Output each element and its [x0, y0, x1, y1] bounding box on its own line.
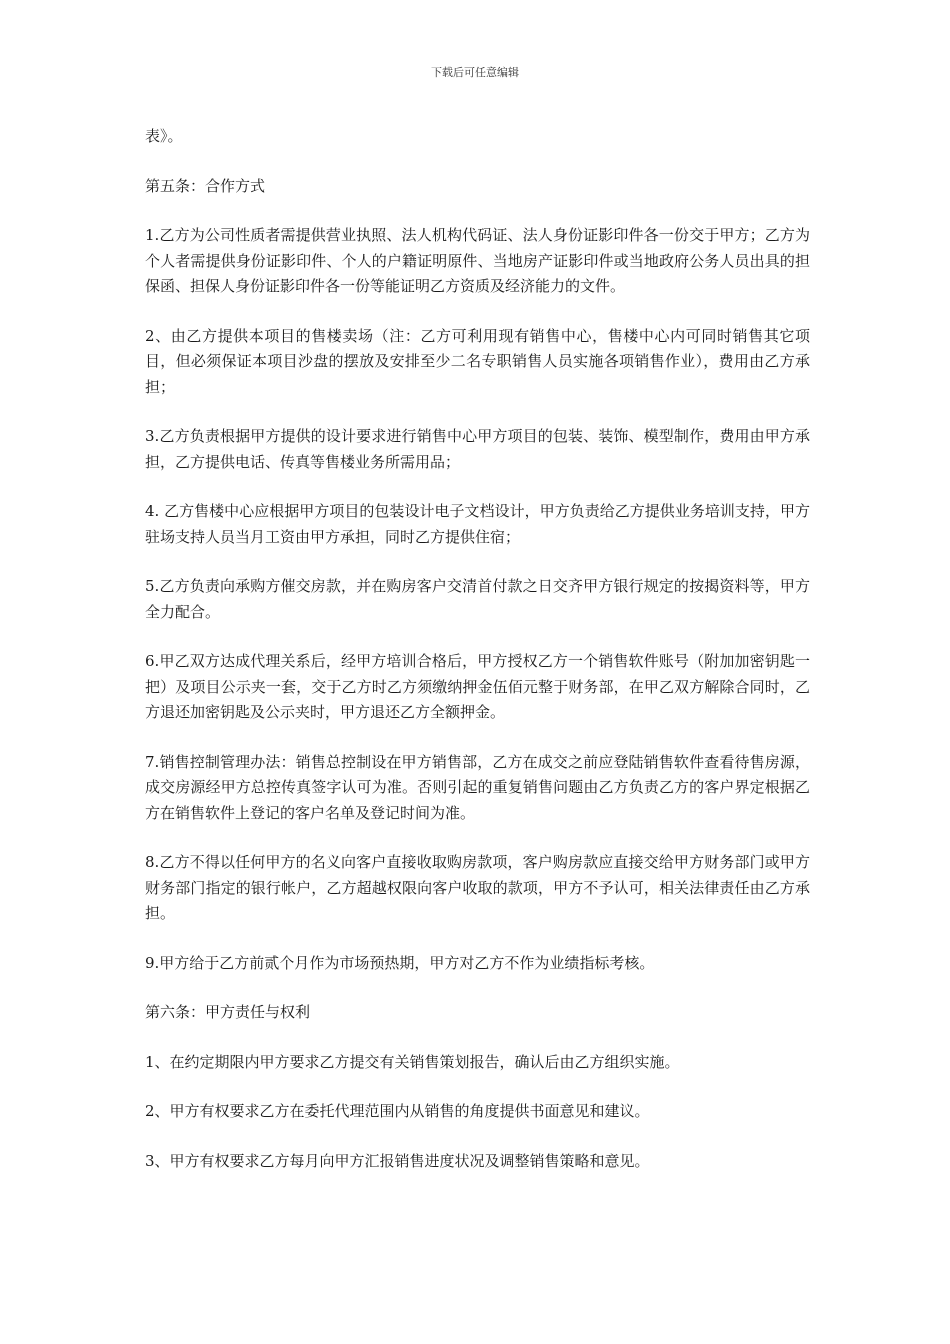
- article-5-clause-4: 4. 乙方售楼中心应根据甲方项目的包装设计电子文档设计，甲方负责给乙方提供业务培训支持，甲方驻场支持人员当月工资由甲方承担，同时乙方提供住宿；: [145, 502, 810, 546]
- page-header: 下载后可任意编辑: [431, 66, 519, 79]
- article-5-clause-6: 6.甲乙双方达成代理关系后，经甲方培训合格后，甲方授权乙方一个销售软件账号（附加加密钥匙一把）及项目公示夹一套，交于乙方时乙方须缴纳押金伍佰元整于财务部，在甲乙双方解除合同时，乙方退还加密钥匙及公示夹时，甲方退还乙方全额押金。: [145, 652, 810, 721]
- article-5-clause-2: 2、由乙方提供本项目的售楼卖场（注：乙方可利用现有销售中心，售楼中心内可同时销售其它项目，但必须保证本项目沙盘的摆放及安排至少二名专职销售人员实施各项销售作业），费用由乙方承担；: [145, 326, 810, 396]
- article-6-clause-3: 3、甲方有权要求乙方每月向甲方汇报销售进度状况及调整销售策略和意见。: [145, 1151, 650, 1170]
- article-6-clause-2: 2、甲方有权要求乙方在委托代理范围内从销售的角度提供书面意见和建议。: [145, 1102, 650, 1120]
- article-5-clause-9: 9.甲方给于乙方前贰个月作为市场预热期，甲方对乙方不作为业绩指标考核。: [145, 953, 655, 972]
- article-5-clause-1: 1.乙方为公司性质者需提供营业执照、法人机构代码证、法人身份证影印件各一份交于甲方；乙方为个人者需提供身份证影印件、个人的户籍证明原件、当地房产证影印件或当地政府公务人员出具的担保函、担保人身份证影印件各一份等能证明乙方资质及经济能力的文件。: [145, 226, 810, 295]
- article-6-heading: 第六条：甲方责任与权利: [145, 1003, 311, 1021]
- article-5-clause-5: 5.乙方负责向承购方催交房款，并在购房客户交清首付款之日交齐甲方银行规定的按揭资料等，甲方全力配合。: [145, 577, 810, 621]
- document-body: [145, 124, 810, 1198]
- article-5-heading: 第五条：合作方式: [145, 176, 266, 195]
- article-5-clause-3: 3.乙方负责根据甲方提供的设计要求进行销售中心甲方项目的包装、装饰、模型制作，费用由甲方承担，乙方提供电话、传真等售楼业务所需用品；: [145, 427, 810, 471]
- article-5-clause-8: 8.乙方不得以任何甲方的名义向客户直接收取购房款项，客户购房款应直接交给甲方财务部门或甲方财务部门指定的银行帐户，乙方超越权限向客户收取的款项，甲方不予认可，相关法律责任由乙方承担。: [145, 853, 810, 922]
- article-5-clause-7: 7.销售控制管理办法：销售总控制设在甲方销售部，乙方在成交之前应登陆销售软件查看待售房源，成交房源经甲方总控传真签字认可为准。否则引起的重复销售问题由乙方负责乙方的客户界定根据乙方在销售软件上登记的客户名单及登记时间为准。: [145, 752, 810, 822]
- article-6-clause-1: 1、在约定期限内甲方要求乙方提交有关销售策划报告，确认后由乙方组织实施。: [145, 1052, 680, 1071]
- paragraph-continuation: 表》。: [145, 127, 183, 145]
